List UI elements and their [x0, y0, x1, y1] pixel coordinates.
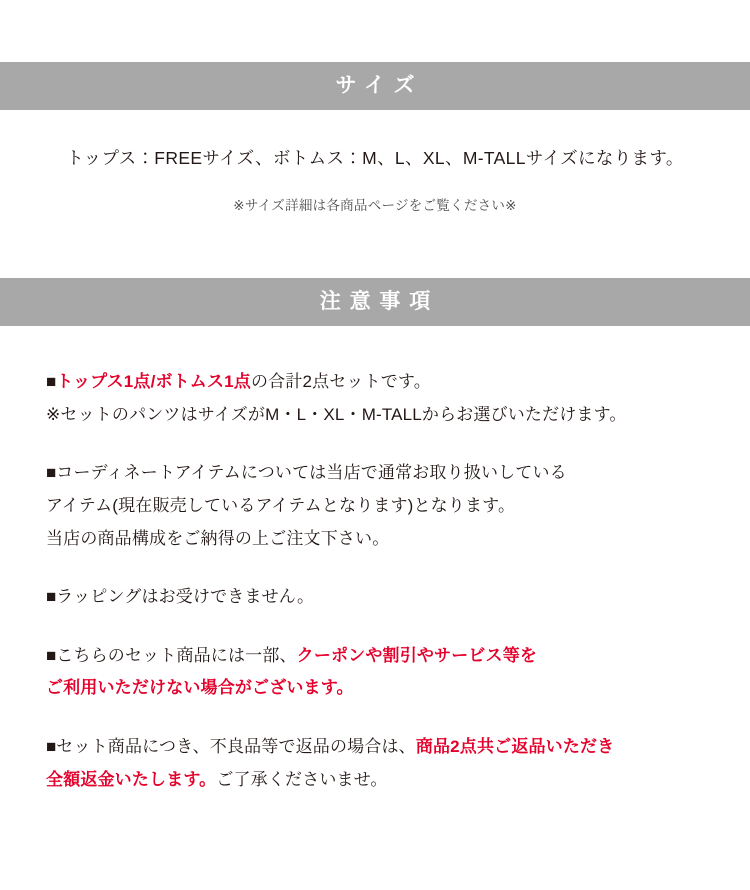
notice-group: [46, 366, 750, 431]
notice-text: トップス1点/ボトムス1点: [56, 372, 251, 391]
notice-group: [46, 457, 750, 555]
notice-line: [46, 764, 750, 797]
notice-text: 全額返金いたします。: [46, 769, 217, 789]
notice-text: ご利用いただけない場合がございます。: [46, 678, 354, 698]
notice-group: [46, 640, 750, 705]
notice-group: [46, 581, 750, 614]
notice-text: の合計2点セットです。: [250, 372, 431, 391]
notice-section-body: [0, 326, 750, 796]
notice-line: [46, 490, 750, 523]
notice-text: コーディネートアイテムについては当店で通常お取り扱いしている: [56, 463, 567, 483]
size-section-body: [0, 110, 750, 214]
section-spacer: [0, 214, 750, 278]
notice-text: ご了承くださいませ。: [216, 769, 388, 789]
notice-line: [46, 523, 750, 556]
notice-line: [46, 457, 750, 490]
notice-text: クーポンや割引やサービス等を: [296, 645, 538, 665]
notice-text: セット商品につき、不良品等で返品の場合は、: [56, 737, 416, 756]
size-detail-text: トップス：FREEサイズ、ボトムス：M、L、XL、M-TALLサイズになります。: [66, 148, 684, 168]
notice-text: ※セットのパンツはサイズがM・L・XL・M-TALLからお選びいただけます。: [46, 404, 627, 424]
bullet-marker: ■: [46, 645, 57, 665]
notice-text: 商品2点共ご返品いただき: [415, 737, 615, 756]
notice-line: [46, 731, 750, 764]
notice-text: こちらのセット商品には一部、: [56, 645, 297, 665]
notice-line: [46, 640, 750, 673]
size-subnote-text: ※サイズ詳細は各商品ページをご覧ください※: [233, 198, 517, 213]
bullet-marker: ■: [46, 587, 57, 607]
bullet-marker: ■: [46, 463, 57, 483]
notice-text: 当店の商品構成をご納得の上ご注文下さい。: [46, 528, 390, 548]
bullet-marker: ■: [46, 372, 57, 391]
notice-line: [46, 399, 750, 432]
notice-line: [46, 366, 750, 399]
bullet-marker: ■: [46, 737, 57, 756]
notice-line: [46, 581, 750, 614]
section-header-notice: 注意事項: [0, 278, 750, 326]
notice-line: [46, 672, 750, 705]
notice-group: [46, 731, 750, 796]
notice-text: アイテム(現在販売しているアイテムとなります)となります。: [46, 495, 516, 515]
notice-text: ラッピングはお受けできません。: [56, 587, 315, 607]
section-header-size: サイズ: [0, 62, 750, 110]
